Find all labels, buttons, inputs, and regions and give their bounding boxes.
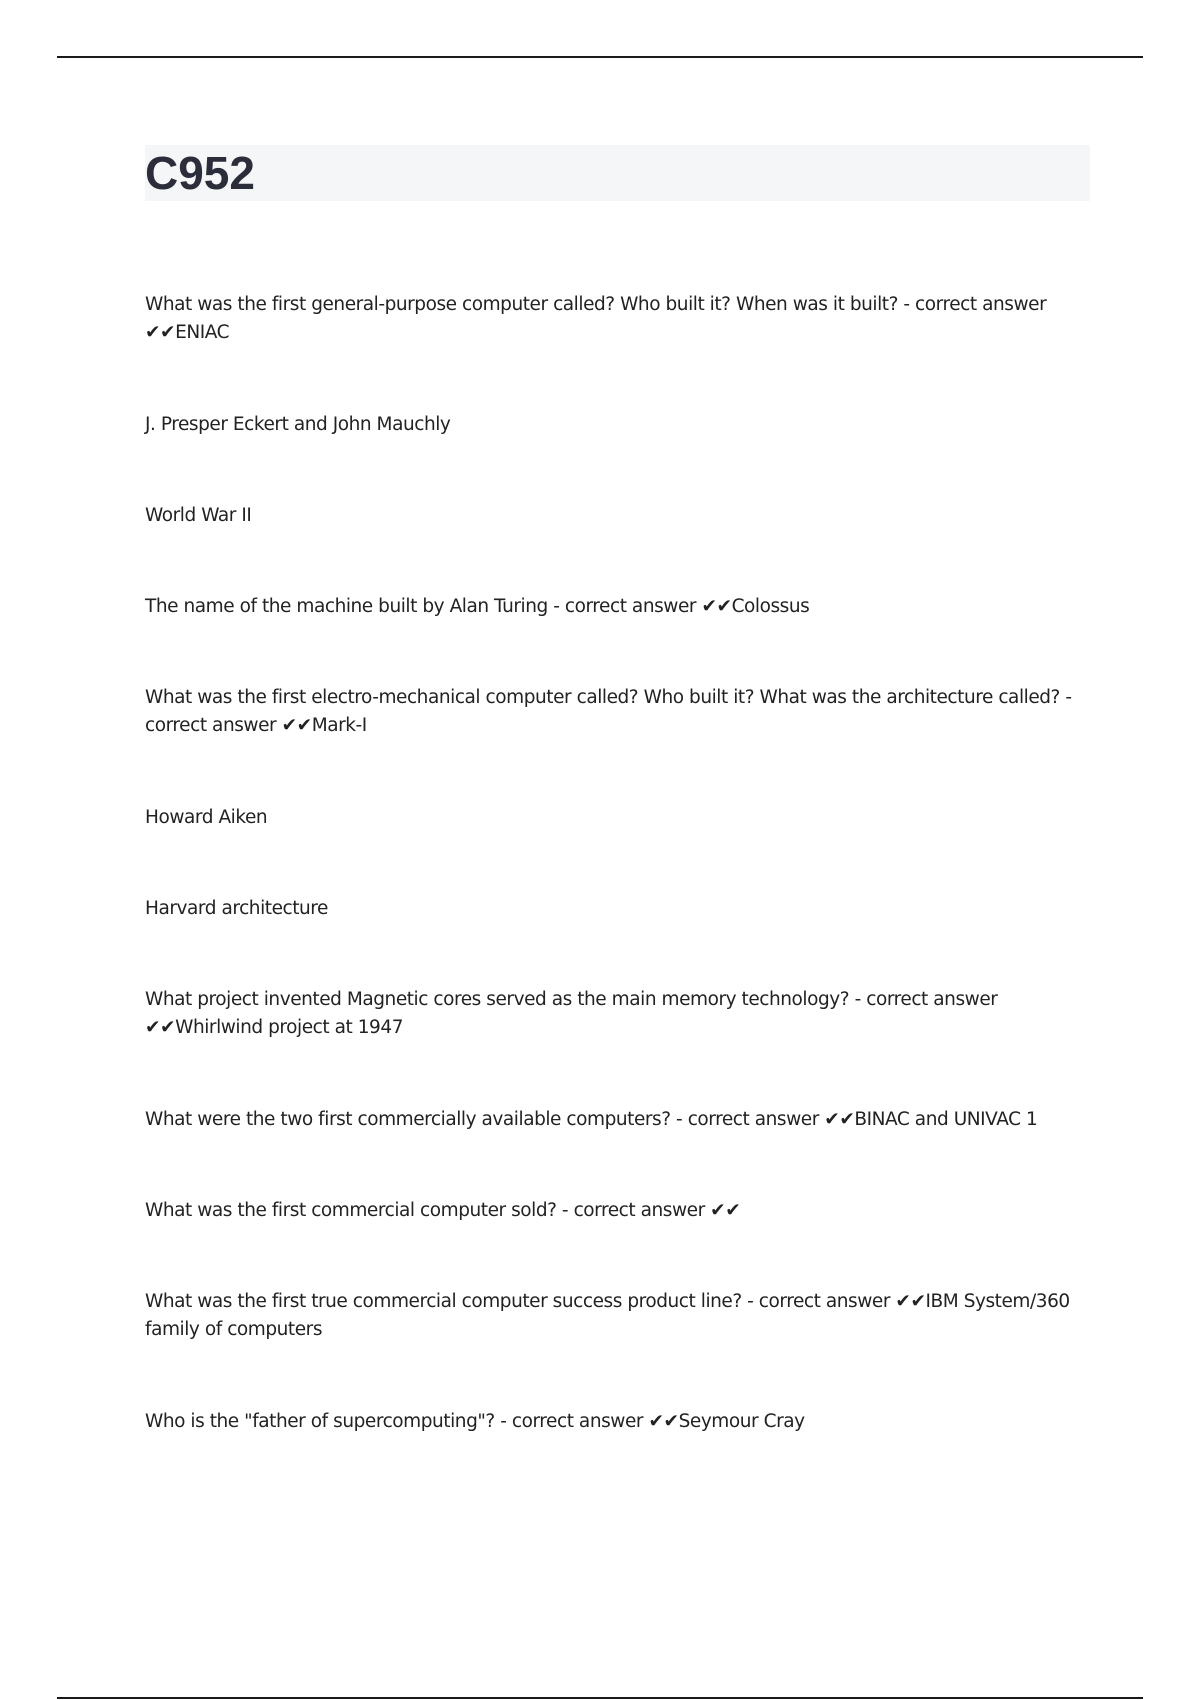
bottom-divider	[57, 1697, 1143, 1699]
qa-entry-binac-univac: What were the two first commercially available computers? - correct answer ✔✔BINAC and UNIVAC 1	[145, 1109, 1038, 1130]
qa-entry-eniac: What was the first general-purpose computer called? Who built it? When was it built? - correct answer ✔✔ENIAC	[145, 294, 1047, 343]
answer-line-inventors: J. Presper Eckert and John Mauchly	[145, 414, 451, 435]
qa-entry-whirlwind: What project invented Magnetic cores served as the main memory technology? - correct answer ✔✔Whirlwind project at 1947	[145, 989, 998, 1038]
qa-entry-cray: Who is the "father of supercomputing"? - correct answer ✔✔Seymour Cray	[145, 1411, 805, 1432]
qa-entry-ibm-360: What was the first true commercial computer success product line? - correct answer ✔✔IBM System/360 family of computers	[145, 1291, 1070, 1340]
answer-line-architecture: Harvard architecture	[145, 898, 328, 919]
document-title: C952	[145, 147, 255, 199]
answer-line-aiken: Howard Aiken	[145, 807, 268, 828]
top-divider	[57, 56, 1143, 58]
qa-entry-mark-i: What was the first electro-mechanical computer called? Who built it? What was the architecture called? - correct answer ✔✔Mark-I	[145, 687, 1072, 736]
qa-entry-first-sold: What was the first commercial computer sold? - correct answer ✔✔	[145, 1200, 741, 1221]
title-band	[145, 145, 1090, 201]
answer-line-era: World War II	[145, 505, 252, 526]
qa-entry-colossus: The name of the machine built by Alan Turing - correct answer ✔✔Colossus	[145, 596, 810, 617]
